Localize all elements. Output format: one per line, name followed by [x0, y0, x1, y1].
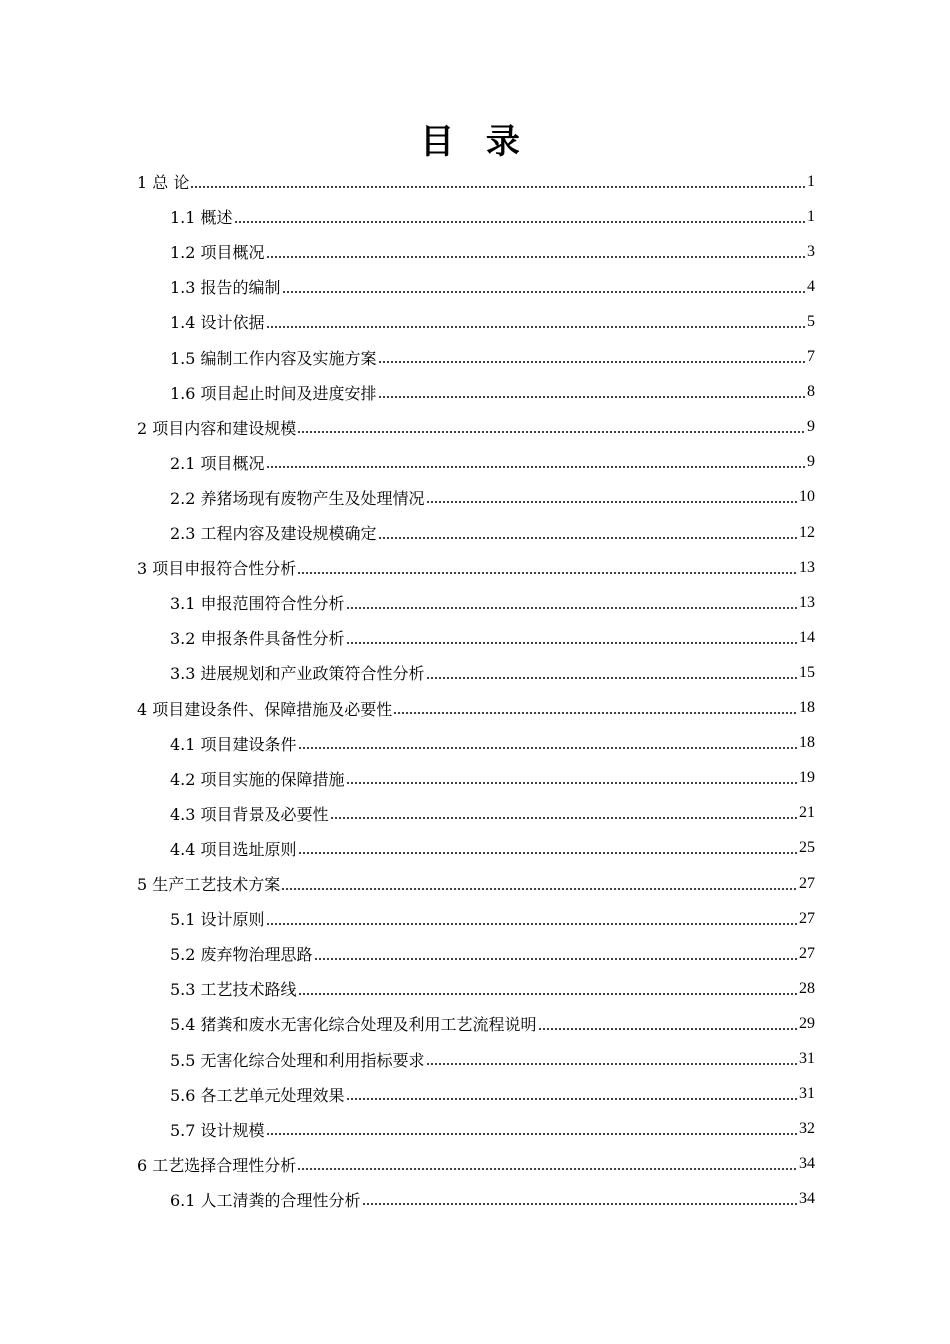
toc-section-entry[interactable] — [170, 1077, 815, 1112]
toc-leader-dots — [266, 923, 798, 925]
toc-entry-label: 4.1 项目建设条件 — [170, 734, 297, 754]
toc-leader-dots — [378, 361, 806, 363]
toc-leader-dots — [393, 712, 798, 714]
toc-entry-label: 4.4 项目选址原则 — [170, 839, 297, 859]
toc-entry-label: 5.1 设计原则 — [170, 910, 265, 930]
toc-section-entry[interactable] — [170, 445, 815, 480]
toc-chapter-entry[interactable] — [137, 866, 815, 901]
toc-section-entry[interactable] — [170, 269, 815, 304]
toc-page-number: 13 — [799, 593, 815, 611]
toc-leader-dots — [282, 291, 806, 293]
toc-page-number: 27 — [799, 944, 815, 962]
toc-leader-dots — [266, 1133, 798, 1135]
toc-section-entry[interactable] — [170, 1042, 815, 1077]
toc-page-number: 18 — [799, 734, 815, 752]
toc-entry-label: 3 项目申报符合性分析 — [137, 559, 297, 579]
toc-entry-label: 4.2 项目实施的保障措施 — [170, 769, 345, 789]
toc-section-entry[interactable] — [170, 1006, 815, 1041]
toc-leader-dots — [426, 677, 798, 679]
toc-leader-dots — [346, 1098, 798, 1100]
toc-section-entry[interactable] — [170, 340, 815, 375]
toc-entry-label: 5 生产工艺技术方案 — [137, 875, 281, 894]
toc-section-entry[interactable] — [170, 234, 815, 269]
toc-entry-label: 3.1 申报范围符合性分析 — [170, 594, 345, 614]
toc-section-entry[interactable] — [170, 761, 815, 796]
toc-page-number: 19 — [799, 769, 815, 787]
toc-page-number: 13 — [799, 558, 815, 576]
toc-entry-label: 2.1 项目概况 — [170, 453, 265, 473]
toc-chapter-entry[interactable] — [137, 691, 815, 726]
toc-entry-label: 1.6 项目起止时间及进度安排 — [170, 383, 377, 403]
toc-chapter-entry[interactable] — [137, 164, 815, 199]
toc-section-entry[interactable] — [170, 620, 815, 655]
toc-leader-dots — [297, 431, 806, 433]
toc-page-number: 21 — [799, 804, 815, 822]
toc-page-number: 9 — [807, 418, 815, 436]
toc-section-entry[interactable] — [170, 515, 815, 550]
toc-section-entry[interactable] — [170, 726, 815, 761]
toc-section-entry[interactable] — [170, 1112, 815, 1147]
toc-leader-dots — [266, 466, 806, 468]
toc-page-number: 15 — [799, 663, 815, 681]
toc-section-entry[interactable] — [170, 585, 815, 620]
toc-entry-label: 2.2 养猪场现有废物产生及处理情况 — [170, 488, 425, 508]
toc-page-number: 34 — [799, 1155, 815, 1173]
toc-entry-label: 5.6 各工艺单元处理效果 — [170, 1085, 345, 1105]
toc-section-entry[interactable] — [170, 655, 815, 690]
toc-leader-dots — [426, 1063, 798, 1065]
toc-leader-dots — [297, 572, 798, 574]
toc-entry-label: 4.3 项目背景及必要性 — [170, 804, 329, 824]
toc-page-number: 27 — [799, 909, 815, 927]
toc-page-number: 1 — [807, 172, 815, 190]
toc-leader-dots — [266, 326, 806, 328]
toc-leader-dots — [314, 958, 798, 960]
toc-entry-label: 1.1 概述 — [170, 208, 233, 228]
toc-page-number: 31 — [799, 1050, 815, 1067]
toc-leader-dots — [330, 817, 798, 819]
toc-page-number: 32 — [799, 1120, 815, 1138]
toc-leader-dots — [362, 1203, 798, 1205]
toc-entry-label: 3.2 申报条件具备性分析 — [170, 629, 345, 649]
toc-page-number: 5 — [807, 312, 815, 330]
toc-entry-label: 2.3 工程内容及建设规模确定 — [170, 524, 377, 543]
toc-page-number: 28 — [799, 979, 815, 997]
toc-entry-label: 3.3 进展规划和产业政策符合性分析 — [170, 664, 425, 684]
toc-page-number: 14 — [799, 628, 815, 646]
toc-section-entry[interactable] — [170, 901, 815, 936]
toc-chapter-entry[interactable] — [137, 550, 815, 585]
toc-leader-dots — [378, 396, 806, 398]
toc-leader-dots — [297, 1168, 798, 1170]
toc-entry-label: 5.4 猪粪和废水无害化综合处理及利用工艺流程说明 — [170, 1015, 537, 1035]
toc-entry-label: 1.2 项目概况 — [170, 243, 265, 263]
toc-leader-dots — [298, 993, 798, 995]
toc-entry-label: 5.2 废弃物治理思路 — [170, 945, 313, 965]
toc-page-number: 12 — [799, 523, 815, 541]
toc-entry-label: 1.4 设计依据 — [170, 313, 265, 333]
toc-entry-label: 6 工艺选择合理性分析 — [137, 1155, 297, 1175]
toc-entry-label: 1 总 论 — [137, 173, 190, 192]
toc-leader-dots — [298, 747, 798, 749]
toc-entry-label: 5.3 工艺技术路线 — [170, 980, 297, 1000]
toc-leader-dots — [378, 537, 798, 539]
toc-leader-dots — [538, 1028, 798, 1030]
page-title: 目 录 — [420, 122, 530, 162]
toc-page-number: 10 — [799, 488, 815, 506]
toc-page-number: 25 — [799, 839, 815, 857]
toc-entry-label: 2 项目内容和建设规模 — [137, 418, 297, 438]
toc-entry-label: 4 项目建设条件、保障措施及必要性 — [137, 699, 393, 719]
toc-leader-dots — [346, 782, 798, 784]
toc-section-entry[interactable] — [170, 304, 815, 339]
toc-page-number: 29 — [799, 1014, 815, 1032]
toc-page-number: 9 — [807, 453, 815, 471]
toc-page-number: 18 — [799, 699, 815, 716]
toc-page-number: 3 — [807, 242, 815, 260]
toc-leader-dots — [346, 607, 798, 609]
toc-section-entry[interactable] — [170, 936, 815, 971]
toc-section-entry[interactable] — [170, 971, 815, 1006]
toc-leader-dots — [346, 642, 798, 644]
toc-section-entry[interactable] — [170, 796, 815, 831]
toc-entry-label: 1.3 报告的编制 — [170, 278, 281, 298]
toc-section-entry[interactable] — [170, 1182, 815, 1217]
toc-leader-dots — [234, 221, 806, 223]
toc-section-entry[interactable] — [170, 480, 815, 515]
toc-entry-label: 1.5 编制工作内容及实施方案 — [170, 348, 377, 368]
toc-page-number: 7 — [807, 348, 815, 365]
toc-entry-label: 6.1 人工清粪的合理性分析 — [170, 1190, 361, 1210]
toc-leader-dots — [281, 888, 798, 890]
toc-entry-label: 5.7 设计规模 — [170, 1120, 265, 1140]
toc-page-number: 31 — [799, 1085, 815, 1103]
toc-leader-dots — [298, 852, 798, 854]
toc-chapter-entry[interactable] — [137, 1147, 815, 1182]
toc-page-number: 34 — [799, 1190, 815, 1208]
toc-entry-label: 5.5 无害化综合处理和利用指标要求 — [170, 1050, 425, 1070]
toc-section-entry[interactable] — [170, 831, 815, 866]
toc-leader-dots — [266, 256, 806, 258]
toc-page-number: 8 — [807, 383, 815, 401]
toc-section-entry[interactable] — [170, 375, 815, 410]
toc-chapter-entry[interactable] — [137, 410, 815, 445]
toc-leader-dots — [190, 186, 806, 188]
toc-section-entry[interactable] — [170, 199, 815, 234]
toc-page-number: 4 — [807, 277, 815, 295]
toc-leader-dots — [426, 501, 798, 503]
toc-page-number: 27 — [799, 874, 815, 892]
toc-page-number: 1 — [807, 207, 815, 225]
